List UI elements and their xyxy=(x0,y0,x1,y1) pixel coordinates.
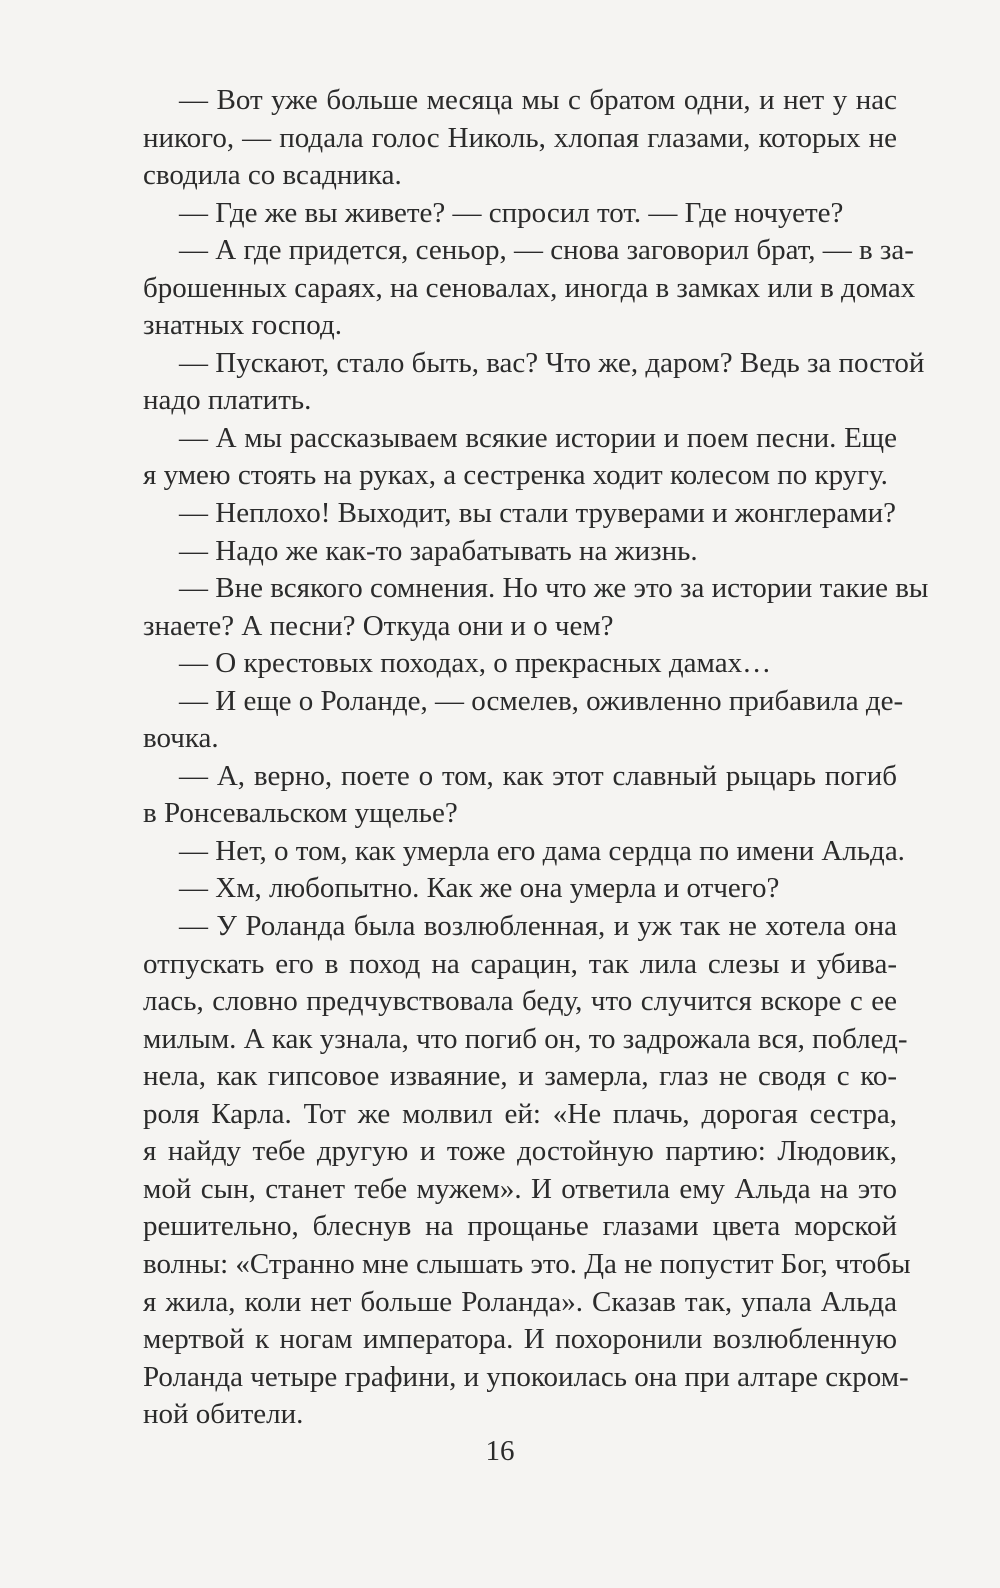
text-line: надо платить. xyxy=(143,384,312,417)
text-line: мой сын, станет тебе мужем». И ответила ему Альда на это xyxy=(143,1172,897,1205)
text-line: сводила со всадника. xyxy=(143,159,402,192)
text-line: — Нет, о том, как умерла его дама сердца по имени Альда. xyxy=(179,834,905,867)
text-line: мертвой к ногам императора. И похоронили возлюбленную xyxy=(143,1323,897,1356)
text-line: — Вот уже больше месяца мы с братом одни, и нет у нас xyxy=(179,84,897,116)
text-line: — О крестовых походах, о прекрасных дамах… xyxy=(179,647,772,680)
text-line: я жила, коли нет больше Роланда». Сказав так, упала Альда xyxy=(143,1285,897,1318)
text-line: лась, словно предчувствовала беду, что случится вскоре с ее xyxy=(143,985,897,1018)
text-line: знатных господ. xyxy=(143,309,342,342)
text-line: ной обители. xyxy=(143,1398,304,1431)
text-line: вочка. xyxy=(143,722,219,755)
text-line: решительно, блеснув на прощанье глазами цвета морской xyxy=(143,1210,897,1243)
text-line: я найду тебе другую и тоже достойную партию: Людовик, xyxy=(143,1135,897,1168)
text-line: роля Карла. Тот же молвил ей: «Не плачь, дорогая сестра, xyxy=(143,1097,897,1130)
text-line: — Вне всякого сомнения. Но что же это за истории такие вы xyxy=(179,572,929,605)
text-line: брошенных сараях, на сеновалах, иногда в замках или в домах xyxy=(143,271,916,304)
text-line: отпускать его в поход на сарацин, так лила слезы и убива- xyxy=(143,947,897,980)
text-line: — У Роланда была возлюбленная, и уж так не хотела она xyxy=(179,910,897,943)
text-line: — А мы рассказываем всякие истории и поем песни. Еще xyxy=(179,421,897,454)
text-line: милым. А как узнала, что погиб он, то задрожала вся, поблед- xyxy=(143,1022,908,1055)
text-line: я умею стоять на руках, а сестренка ходит колесом по кругу. xyxy=(143,459,888,492)
text-line: — А, верно, поете о том, как этот славный рыцарь погиб xyxy=(179,759,897,792)
text-line: — Неплохо! Выходит, вы стали труверами и жонглерами? xyxy=(179,497,896,530)
text-line: — Надо же как-то зарабатывать на жизнь. xyxy=(179,534,698,567)
body-text xyxy=(143,82,929,1434)
text-line: — А где придется, сеньор, — снова заговорил брат, — в за- xyxy=(179,234,914,267)
text-line: — Хм, любопытно. Как же она умерла и отчего? xyxy=(179,872,780,905)
text-line: знаете? А песни? Откуда они и о чем? xyxy=(143,609,614,642)
text-line: Роланда четыре графини, и упокоилась она при алтаре скром- xyxy=(143,1360,909,1393)
text-line: — Пускают, стало быть, вас? Что же, даром? Ведь за постой xyxy=(179,346,925,379)
text-line: нела, как гипсовое изваяние, и замерла, глаз не сводя с ко- xyxy=(143,1060,897,1093)
text-line: никого, — подала голос Николь, хлопая глазами, которых не xyxy=(143,121,897,154)
text-line: — Где же вы живете? — спросил тот. — Где ночуете? xyxy=(179,196,844,229)
text-line: волны: «Странно мне слышать это. Да не попустит Бог, чтобы xyxy=(143,1247,911,1280)
text-line: — И еще о Роланде, — осмелев, оживленно прибавила де- xyxy=(179,684,904,717)
page-number: 16 xyxy=(485,1435,515,1467)
text-line: в Ронсевальском ущелье? xyxy=(143,797,458,830)
